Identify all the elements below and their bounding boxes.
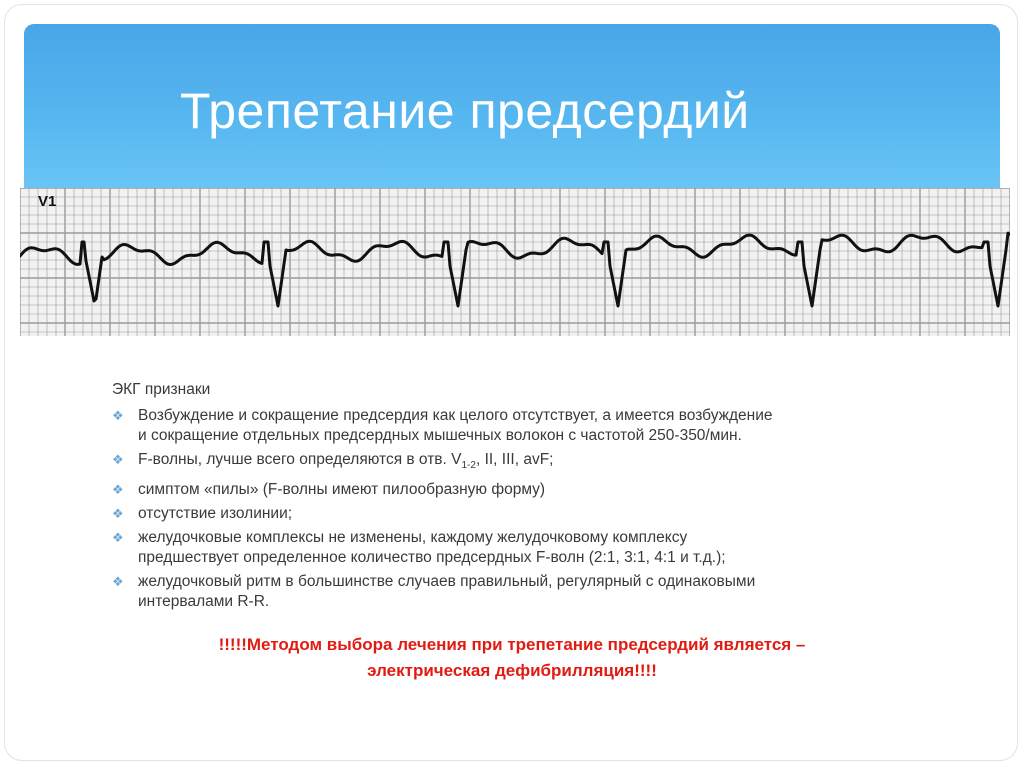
- diamond-bullet-icon: ❖: [112, 530, 124, 546]
- bullet-text: , II, III, avF;: [475, 451, 554, 468]
- bullet-line: и сокращение отдельных предсердных мышечных волокон с частотой 250-350/мин.: [138, 427, 742, 444]
- bullet-line: предшествует определенное количество предсердных F-волн (2:1, 3:1, 4:1 и т.д.);: [138, 549, 726, 567]
- ecg-lead-label: V1: [38, 193, 57, 210]
- list-item: [112, 504, 932, 524]
- diamond-bullet-icon: ❖: [112, 482, 124, 498]
- bullet-line: желудочковые комплексы не изменены, каждому желудочковому комплексу: [138, 529, 688, 547]
- list-item: [112, 450, 932, 476]
- slide-title: Трепетание предсердий: [180, 83, 750, 139]
- list-item: [112, 406, 932, 446]
- list-item: [112, 528, 932, 568]
- bullet-text: F-волны, лучше всего определяются в отв. V: [138, 451, 462, 468]
- bullet-line: отсутствие изолинии;: [138, 505, 293, 523]
- diamond-bullet-icon: ❖: [112, 408, 124, 423]
- treatment-note: [112, 632, 912, 684]
- list-item: [112, 572, 932, 612]
- bullet-line: [138, 450, 932, 476]
- note-line: !!!!!Методом выбора лечения при трепетание предсердий является –: [218, 635, 806, 654]
- bullet-line: желудочковый ритм в большинстве случаев правильный, регулярный с одинаковыми: [138, 573, 756, 591]
- bullet-line: Возбуждение и сокращение предсердия как целого отсутствует, а имеется возбуждение: [138, 407, 773, 424]
- section-heading: ЭКГ признаки: [112, 381, 211, 398]
- list-item: [112, 480, 932, 500]
- diamond-bullet-icon: ❖: [112, 452, 124, 467]
- ecg-grid: [20, 188, 1010, 336]
- note-line: электрическая дефибрилляция!!!!: [367, 661, 657, 680]
- bullet-list: [112, 406, 932, 612]
- lead-subscript: 1-2: [461, 460, 476, 472]
- diamond-bullet-icon: ❖: [112, 574, 124, 590]
- diamond-bullet-icon: ❖: [112, 506, 124, 522]
- content-block: [112, 380, 932, 616]
- bullet-line: интервалами R-R.: [138, 593, 270, 611]
- bullet-line: симптом «пилы» (F-волны имеют пилообразную форму): [138, 481, 546, 499]
- ecg-strip: [20, 188, 1010, 336]
